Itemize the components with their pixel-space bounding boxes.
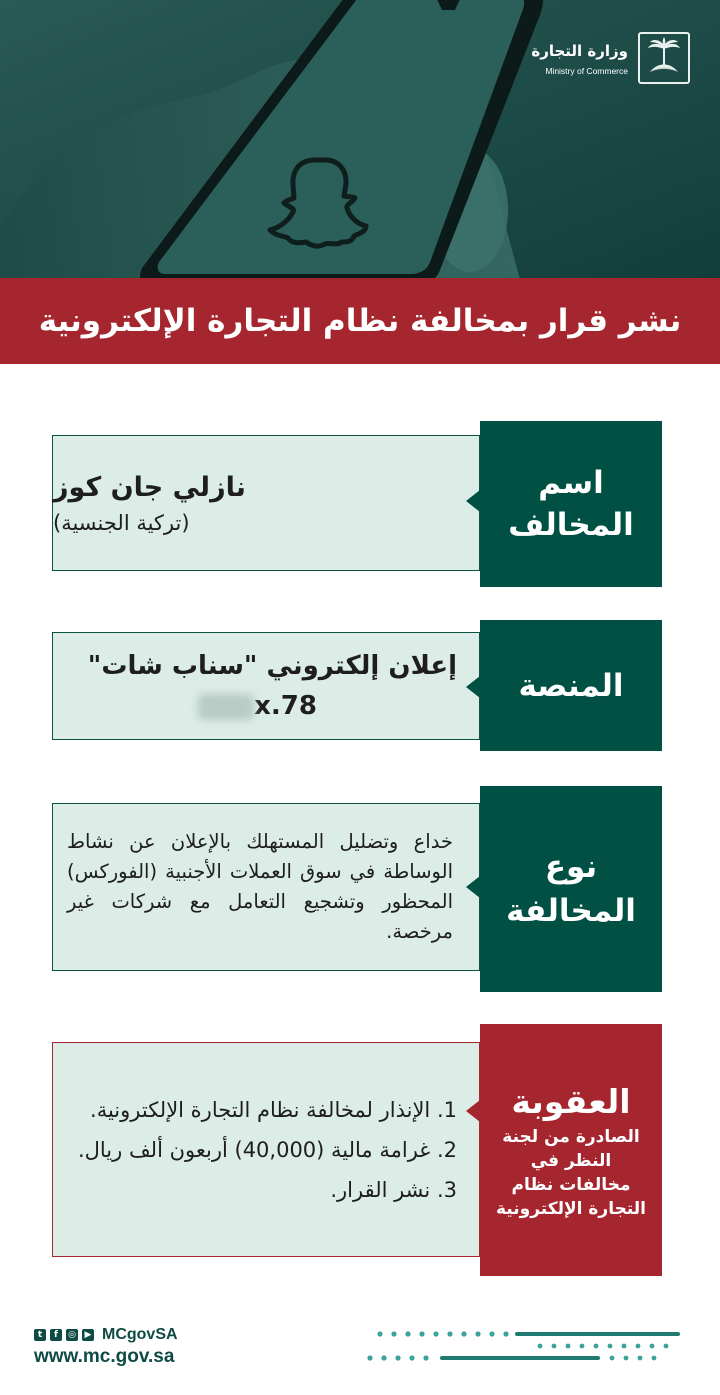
platform-ad: إعلان إلكتروني "سناب شات" — [87, 651, 457, 681]
instagram-icon[interactable]: ◎ — [66, 1329, 78, 1341]
penalty-label — [480, 1024, 662, 1276]
violator-label-line2: المخالف — [508, 507, 634, 543]
violation-label-line1: نوع — [544, 849, 598, 885]
platform-value-box — [52, 632, 480, 740]
violator-value-box — [52, 435, 480, 571]
violator-name: نازلي جان كوز — [53, 471, 246, 503]
penalty-item-3: 3. نشر القرار. — [330, 1177, 457, 1202]
penalty-value-box — [52, 1042, 480, 1257]
title-banner — [0, 278, 720, 364]
violator-label — [480, 421, 662, 587]
violation-label — [480, 786, 662, 992]
social-links — [34, 1326, 178, 1344]
facebook-icon[interactable]: f — [50, 1329, 62, 1341]
page-title: نشر قرار بمخالفة نظام التجارة الإلكترونية — [38, 303, 682, 339]
penalty-item-2: 2. غرامة مالية (40,000) أربعون ألف ريال. — [77, 1137, 457, 1162]
platform-label: المنصة — [480, 620, 662, 751]
logo-text-arabic: وزارة التجارة — [531, 42, 628, 60]
platform-account-text: x.78 — [254, 691, 317, 721]
penalty-item-1: 1. الإنذار لمخالفة نظام التجارة الإلكترونية. — [90, 1097, 457, 1122]
label-pointer — [466, 876, 480, 898]
violation-description: خداع وتضليل المستهلك بالإعلان عن نشاط الوساطة في سوق العملات الأجنبية (الفوركس) المحظور وتشجيع التعامل مع شركات غير مرخصة. — [67, 830, 453, 943]
website-link[interactable]: www.mc.gov.sa — [34, 1346, 175, 1367]
decorative-dots — [360, 1328, 690, 1368]
label-pointer — [466, 490, 480, 512]
penalty-label-subtitle: الصادرة من لجنة النظر في مخالفات نظام التجارة الإلكترونية — [496, 1127, 646, 1219]
logo-text-english: Ministry of Commerce — [545, 66, 628, 76]
penalty-label-title: العقوبة — [511, 1082, 631, 1121]
violation-label-line2: المخالفة — [506, 893, 636, 929]
hero-image — [0, 0, 720, 280]
redacted-blur — [198, 694, 254, 720]
violator-label-line1: اسم — [538, 465, 604, 501]
twitter-icon[interactable]: t — [34, 1329, 46, 1341]
social-handle[interactable]: MCgovSA — [102, 1326, 178, 1343]
label-pointer — [466, 1100, 480, 1122]
ministry-logo — [531, 30, 690, 90]
platform-account — [198, 686, 317, 726]
label-pointer — [466, 676, 480, 698]
violation-value-box — [52, 803, 480, 971]
violator-nationality: (تركية الجنسية) — [53, 510, 190, 535]
youtube-icon[interactable]: ▶ — [82, 1329, 94, 1341]
palm-swords-emblem-icon — [638, 32, 690, 84]
